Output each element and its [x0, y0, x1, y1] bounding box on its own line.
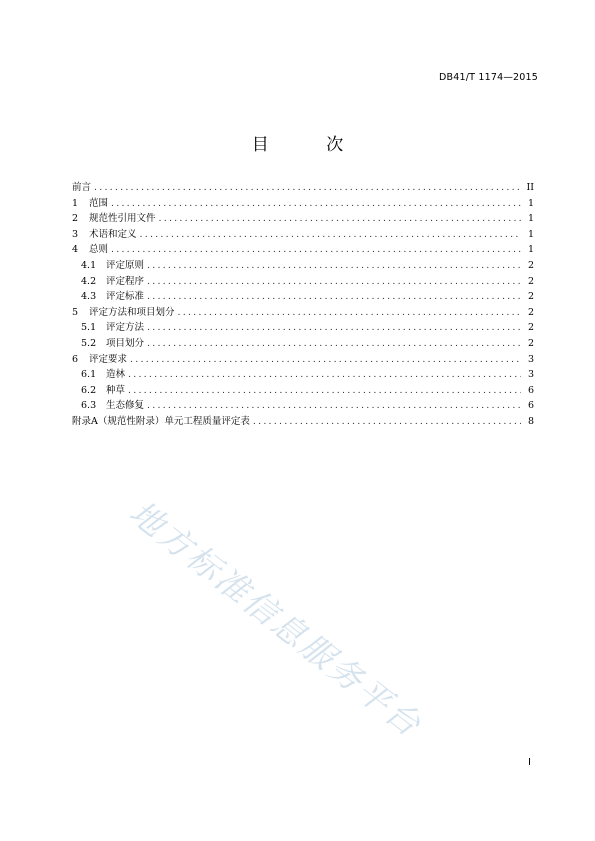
- toc-entry-page: 3: [527, 369, 534, 381]
- toc-entry-title: 生态修复: [106, 400, 145, 412]
- toc-entry-number: 6.2: [81, 384, 97, 396]
- toc-entry-number: 5.1: [81, 322, 97, 334]
- toc-entry-title: 术语和定义: [89, 228, 137, 240]
- toc-leader-dots: [253, 414, 521, 430]
- watermark: 地方标准信息服务平台: [122, 492, 430, 746]
- toc-leader-dots: [159, 211, 521, 227]
- toc-entry-number: 4.2: [81, 275, 97, 287]
- page-number: I: [528, 757, 531, 768]
- toc-entry-title: 附录A（规范性附录）单元工程质量评定表: [72, 415, 250, 427]
- toc-entry-page: 2: [527, 322, 534, 334]
- toc-entry[interactable]: [72, 305, 534, 321]
- toc-entry[interactable]: [72, 414, 534, 430]
- toc-entry[interactable]: [72, 398, 534, 414]
- toc-entry-number: 6.3: [81, 400, 97, 412]
- toc-entry[interactable]: [72, 196, 534, 212]
- toc-entry-number: 4.3: [81, 291, 97, 303]
- toc-entry-page: 8: [527, 415, 534, 427]
- toc-entry-number: 3: [72, 228, 79, 240]
- toc-leader-dots: [147, 398, 521, 414]
- toc-entry-number: 1: [72, 197, 79, 209]
- toc-entry[interactable]: [72, 242, 534, 258]
- toc-entry[interactable]: [72, 180, 534, 196]
- toc-leader-dots: [111, 242, 521, 258]
- toc-entry[interactable]: [72, 258, 534, 274]
- toc-entry[interactable]: [72, 367, 534, 383]
- toc-entry[interactable]: [72, 211, 534, 227]
- toc-leader-dots: [128, 367, 521, 383]
- toc-entry[interactable]: [72, 227, 534, 243]
- toc-entry-page: 3: [527, 353, 534, 365]
- toc-entry-page: II: [526, 182, 534, 193]
- toc-entry-title: 项目划分: [106, 337, 145, 349]
- document-code: DB41/T 1174—2015: [439, 72, 538, 83]
- toc-entry[interactable]: [72, 289, 534, 305]
- toc-entry-title: 种草: [106, 384, 126, 396]
- toc-entry-title: 评定原则: [106, 259, 145, 271]
- toc-entry-page: 2: [527, 306, 534, 318]
- toc-leader-dots: [147, 258, 521, 274]
- toc-entry-title: 评定标准: [106, 291, 145, 303]
- toc-entry-title: 造林: [106, 369, 126, 381]
- toc-entry-title: 评定程序: [106, 275, 145, 287]
- page-title: 目 次: [251, 135, 370, 155]
- toc-entry-title: 前言: [72, 182, 92, 193]
- toc-leader-dots: [147, 320, 521, 336]
- toc-entry-page: 1: [527, 197, 534, 209]
- toc-leader-dots: [140, 227, 521, 243]
- toc-entry-page: 2: [527, 275, 534, 287]
- toc-entry-number: 5: [72, 306, 79, 318]
- toc-entry-title: 评定要求: [89, 353, 128, 365]
- toc-entry-title: 范围: [89, 197, 109, 209]
- toc-entry-title: 评定方法: [106, 322, 145, 334]
- toc-entry-page: 2: [527, 337, 534, 349]
- toc-entry-page: 1: [527, 228, 534, 240]
- toc-leader-dots: [111, 196, 521, 212]
- toc-entry-number: 4.1: [81, 259, 97, 271]
- toc-entry[interactable]: [72, 383, 534, 399]
- toc-entry-title: 总则: [89, 244, 109, 256]
- toc-leader-dots: [130, 352, 521, 368]
- toc-leader-dots: [128, 383, 521, 399]
- toc-leader-dots: [178, 305, 521, 321]
- toc-leader-dots: [147, 274, 521, 290]
- table-of-contents: [72, 180, 534, 430]
- toc-entry-page: 1: [527, 213, 534, 225]
- toc-leader-dots: [147, 336, 521, 352]
- toc-entry-number: 5.2: [81, 337, 97, 349]
- toc-leader-dots: [94, 180, 521, 196]
- toc-entry-number: 6.1: [81, 369, 97, 381]
- toc-entry[interactable]: [72, 336, 534, 352]
- toc-entry[interactable]: [72, 320, 534, 336]
- toc-entry[interactable]: [72, 274, 534, 290]
- toc-entry-number: 4: [72, 244, 79, 256]
- toc-entry-title: 规范性引用文件: [89, 213, 156, 225]
- toc-entry-number: 2: [72, 213, 79, 225]
- toc-entry[interactable]: [72, 352, 534, 368]
- toc-entry-number: 6: [72, 353, 79, 365]
- toc-leader-dots: [147, 289, 521, 305]
- toc-entry-title: 评定方法和项目划分: [89, 306, 175, 318]
- toc-entry-page: 2: [527, 259, 534, 271]
- toc-entry-page: 2: [527, 291, 534, 303]
- toc-entry-page: 6: [527, 400, 534, 412]
- toc-entry-page: 6: [527, 384, 534, 396]
- toc-entry-page: 1: [527, 244, 534, 256]
